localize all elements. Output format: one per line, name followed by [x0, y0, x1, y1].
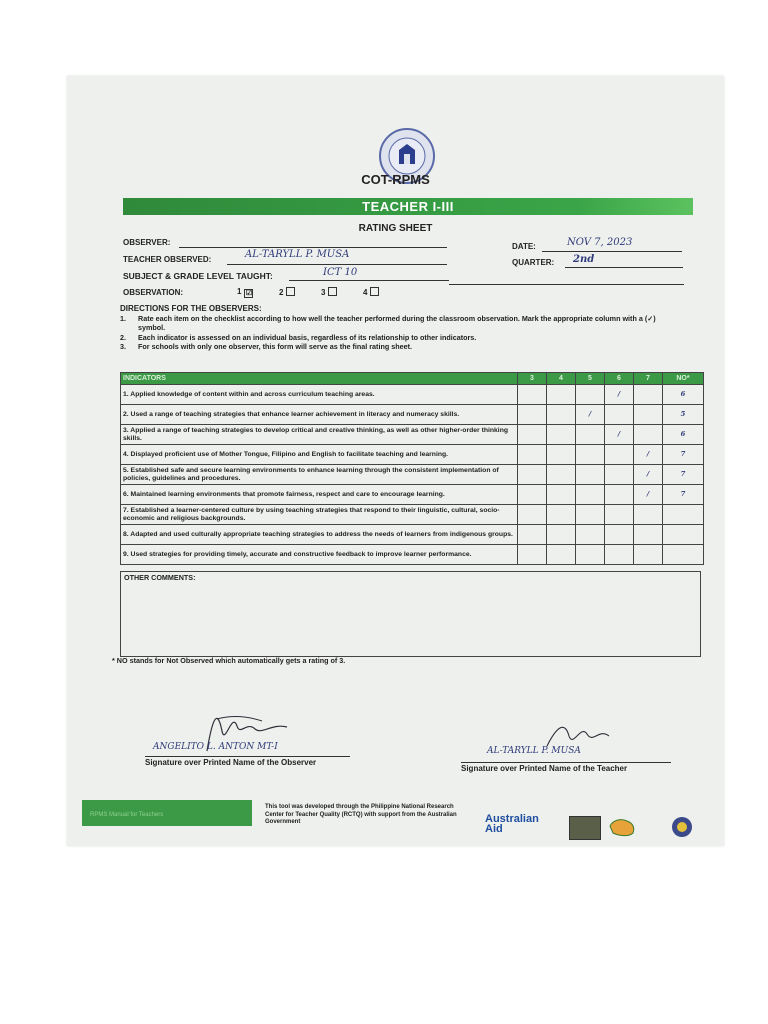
no-cell[interactable]: 7	[663, 445, 704, 465]
direction-item: 1. Rate each item on the checklist according to how well the teacher performed during the classroom observation. Mark the appropriate column with a (✓) symbol.	[120, 313, 656, 332]
rating-6-header: 6	[605, 373, 634, 385]
date-label: DATE:	[512, 242, 536, 251]
rating-3-header: 3	[518, 373, 547, 385]
table-row	[121, 505, 704, 525]
australian-aid-logo: Australian Aid	[485, 813, 539, 835]
footer-credit: This tool was developed through the Philippine National Research Center for Teacher Quality (RCTQ) with support from the Australian Government	[265, 804, 457, 825]
teacher-printed-name: AL-TARYLL P. MUSA	[487, 746, 581, 756]
rating-cell-6[interactable]	[605, 525, 634, 545]
rating-cell-7[interactable]	[634, 505, 663, 525]
table-row	[121, 385, 704, 405]
rating-cell-3[interactable]	[518, 445, 547, 465]
no-cell[interactable]: 7	[663, 465, 704, 485]
directions-heading: DIRECTIONS FOR THE OBSERVERS:	[120, 304, 262, 313]
no-cell[interactable]: 7	[663, 485, 704, 505]
observation-option-4[interactable]: 4	[363, 287, 379, 297]
rating-cell-4[interactable]	[547, 425, 576, 445]
table-row	[121, 445, 704, 465]
indicator-text: 3. Applied a range of teaching strategies to develop critical and creative thinking, as well as other higher-order thinking skills.	[121, 425, 518, 445]
subject-value: ICT 10	[323, 267, 358, 278]
australia-map-icon	[607, 816, 637, 838]
rating-cell-3[interactable]	[518, 525, 547, 545]
rating-cell-4[interactable]	[547, 405, 576, 425]
rating-cell-7[interactable]	[634, 405, 663, 425]
direction-item: 2. Each indicator is assessed on an individual basis, regardless of its relationship to other indicators.	[120, 332, 477, 342]
rating-cell-3[interactable]	[518, 505, 547, 525]
indicators-table	[120, 372, 704, 565]
rating-cell-3[interactable]	[518, 405, 547, 425]
rating-5-header: 5	[576, 373, 605, 385]
rating-cell-4[interactable]	[547, 505, 576, 525]
rating-cell-6[interactable]	[605, 445, 634, 465]
rating-cell-4[interactable]	[547, 385, 576, 405]
table-row	[121, 465, 704, 485]
sheet-title: RATING SHEET	[358, 223, 433, 234]
rating-cell-6[interactable]	[605, 545, 634, 565]
checkbox-icon[interactable]	[370, 287, 379, 296]
teacher-line	[227, 264, 447, 265]
table-row	[121, 485, 704, 505]
quarter-label: QUARTER:	[512, 258, 555, 267]
seal-logo-icon	[667, 816, 697, 838]
rating-cell-6[interactable]	[605, 485, 634, 505]
rating-cell-5[interactable]	[576, 425, 605, 445]
footer-green-bar: RPMS Manual for Teachers	[82, 800, 252, 826]
not-observed-note: * NO stands for Not Observed which automatically gets a rating of 3.	[112, 656, 346, 665]
indicator-text: 1. Applied knowledge of content within and across curriculum teaching areas.	[121, 385, 518, 405]
directions	[120, 304, 680, 352]
rating-cell-5[interactable]	[576, 485, 605, 505]
subject-label: SUBJECT & GRADE LEVEL TAUGHT:	[123, 271, 273, 281]
observer-label: OBSERVER:	[123, 238, 171, 247]
form-code-title: COT-RPMS	[361, 172, 430, 187]
rating-cell-4[interactable]	[547, 445, 576, 465]
table-row	[121, 525, 704, 545]
rating-cell-6[interactable]	[605, 505, 634, 525]
checkbox-checked-icon[interactable]: ☑	[245, 290, 253, 297]
teacher-value: AL-TARYLL P. MUSA	[245, 249, 350, 260]
rating-cell-7[interactable]: /	[634, 465, 663, 485]
rating-cell-4[interactable]	[547, 545, 576, 565]
rating-cell-4[interactable]	[547, 485, 576, 505]
rating-cell-3[interactable]	[518, 425, 547, 445]
observation-option-2[interactable]: 2	[279, 287, 295, 297]
rating-4-header: 4	[547, 373, 576, 385]
rating-cell-3[interactable]	[518, 385, 547, 405]
rctq-logo-icon	[569, 816, 601, 840]
no-cell[interactable]: 6	[663, 385, 704, 405]
observer-line	[179, 247, 447, 248]
observer-printed-name: ANGELITO L. ANTON MT-I	[153, 742, 278, 752]
rating-cell-5[interactable]	[576, 505, 605, 525]
observation-option-3[interactable]: 3	[321, 287, 337, 297]
indicator-text: 4. Displayed proficient use of Mother Tongue, Filipino and English to facilitate teaching and learning.	[121, 445, 518, 465]
indicator-text: 8. Adapted and used culturally appropriate teaching strategies to address the needs of learners from indigenous groups.	[121, 525, 518, 545]
rating-cell-5[interactable]	[576, 465, 605, 485]
rating-cell-5[interactable]	[576, 385, 605, 405]
rating-cell-6[interactable]	[605, 465, 634, 485]
rating-cell-4[interactable]	[547, 465, 576, 485]
rating-cell-6[interactable]: /	[605, 385, 634, 405]
rating-cell-7[interactable]	[634, 385, 663, 405]
rating-cell-7[interactable]	[634, 525, 663, 545]
table-header-row	[121, 373, 704, 385]
rating-cell-3[interactable]	[518, 485, 547, 505]
indicator-text: 7. Established a learner-centered culture by using teaching strategies that respond to their linguistic, cultural, socio-economic and religious backgrounds.	[121, 505, 518, 525]
rating-cell-7[interactable]: /	[634, 485, 663, 505]
no-cell[interactable]: 6	[663, 425, 704, 445]
checkbox-icon[interactable]	[286, 287, 295, 296]
rating-cell-3[interactable]	[518, 545, 547, 565]
banner-title: TEACHER I-III	[362, 199, 454, 214]
rating-cell-5[interactable]	[576, 525, 605, 545]
rating-cell-7[interactable]	[634, 425, 663, 445]
table-row	[121, 425, 704, 445]
rating-cell-5[interactable]	[576, 445, 605, 465]
observation-option-1[interactable]: 1 ☑	[237, 287, 253, 297]
date-line	[542, 251, 682, 252]
rating-cell-6[interactable]	[605, 405, 634, 425]
date-value: NOV 7, 2023	[567, 237, 633, 248]
no-cell[interactable]	[663, 545, 704, 565]
comments-label: OTHER COMMENTS:	[124, 573, 196, 582]
observer-signature-caption: Signature over Printed Name of the Observer	[145, 758, 317, 767]
quarter-line	[565, 267, 683, 268]
rating-cell-5[interactable]: /	[576, 405, 605, 425]
indicator-text: 6. Maintained learning environments that promote fairness, respect and care to encourage learning.	[121, 485, 518, 505]
subject-line	[289, 280, 449, 281]
rating-cell-6[interactable]: /	[605, 425, 634, 445]
rating-sheet-page	[67, 76, 724, 846]
no-cell[interactable]	[663, 525, 704, 545]
no-cell[interactable]	[663, 505, 704, 525]
observer-signature-line	[145, 756, 350, 757]
indicator-text: 5. Established safe and secure learning environments to enhance learning through the consistent implementation of policies, guidelines and procedures.	[121, 465, 518, 485]
extra-line	[449, 284, 684, 285]
observation-label: OBSERVATION:	[123, 288, 184, 297]
no-cell[interactable]: 5	[663, 405, 704, 425]
direction-item: 3. For schools with only one observer, this form will serve as the final rating sheet.	[120, 342, 412, 351]
teacher-label: TEACHER OBSERVED:	[123, 255, 212, 264]
rating-cell-4[interactable]	[547, 525, 576, 545]
teacher-signature-line	[461, 762, 671, 763]
rating-cell-7[interactable]: /	[634, 445, 663, 465]
indicator-text: 2. Used a range of teaching strategies that enhance learner achievement in literacy and numeracy skills.	[121, 405, 518, 425]
rating-cell-5[interactable]	[576, 545, 605, 565]
rating-7-header: 7	[634, 373, 663, 385]
checkbox-icon[interactable]	[328, 287, 337, 296]
no-header: NO*	[663, 373, 704, 385]
table-row	[121, 545, 704, 565]
other-comments-box[interactable]	[120, 571, 701, 657]
teacher-signature-caption: Signature over Printed Name of the Teacher	[461, 764, 628, 773]
table-row	[121, 405, 704, 425]
indicator-text: 9. Used strategies for providing timely, accurate and constructive feedback to improve learner performance.	[121, 545, 518, 565]
rating-cell-7[interactable]	[634, 545, 663, 565]
indicators-header: INDICATORS	[121, 373, 518, 385]
rating-cell-3[interactable]	[518, 465, 547, 485]
quarter-value: 2nd	[573, 254, 595, 265]
